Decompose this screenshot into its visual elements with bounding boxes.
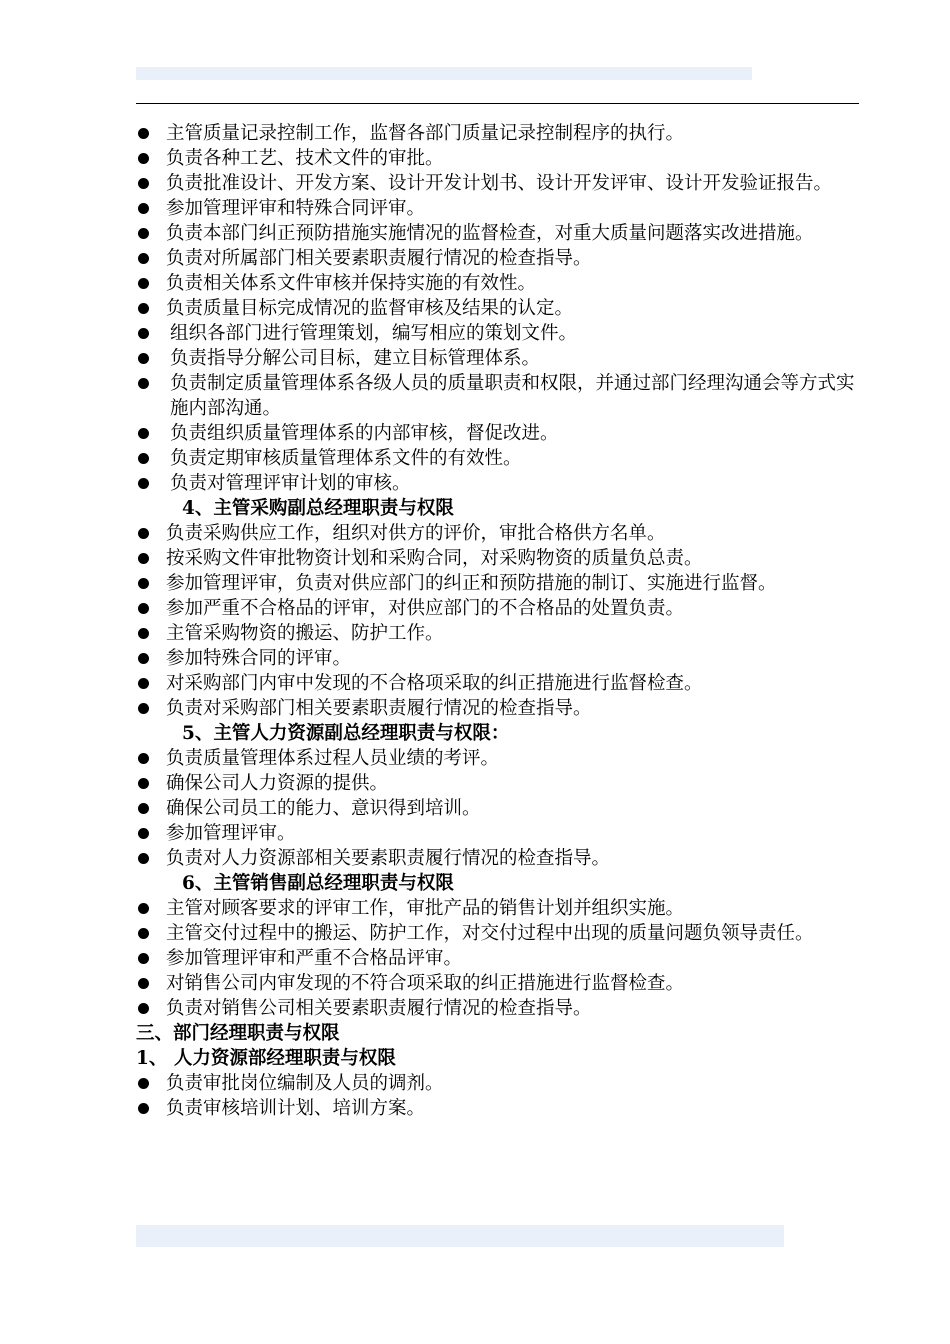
list-item-text: 负责批准设计、开发方案、设计开发计划书、设计开发评审、设计开发验证报告。 [166,173,833,194]
list-item [136,221,860,246]
list-item-text: 确保公司员工的能力、意识得到培训。 [166,798,481,819]
list-item [136,121,860,146]
list-item-text: 按采购文件审批物资计划和采购合同，对采购物资的质量负总责。 [166,548,703,569]
list-item [136,671,860,696]
list-item-text: 对销售公司内审发现的不符合项采取的纠正措施进行监督检查。 [166,973,685,994]
list-item [136,296,860,321]
list-item [136,521,860,546]
list-item-text: 参加管理评审，负责对供应部门的纠正和预防措施的制订、实施进行监督。 [166,573,777,594]
list-item-text: 负责对采购部门相关要素职责履行情况的检查指导。 [166,698,592,719]
list-item-text: 主管采购物资的搬运、防护工作。 [166,623,444,644]
chapter-heading: 三、部门经理职责与权限 [136,1023,340,1044]
list-item [136,471,860,496]
list-item [136,596,860,621]
list-item-text: 组织各部门进行管理策划，编写相应的策划文件。 [170,323,578,344]
section-heading: 4、主管采购副总经理职责与权限 [182,498,454,519]
list-item [136,946,860,971]
list-item-text: 负责组织质量管理体系的内部审核，督促改进。 [170,423,559,444]
list-item [136,371,860,421]
list-item-text: 主管质量记录控制工作，监督各部门质量记录控制程序的执行。 [166,123,685,144]
list-item-text: 负责对管理评审计划的审核。 [170,473,411,494]
list-item [136,1071,860,1096]
header-band [136,67,752,80]
list-item-text: 主管交付过程中的搬运、防护工作，对交付过程中出现的质量问题负领导责任。 [166,923,814,944]
list-item-text: 负责对所属部门相关要素职责履行情况的检查指导。 [166,248,592,269]
list-item [136,846,860,871]
list-item [136,971,860,996]
list-item [136,321,860,346]
list-item-text: 负责质量管理体系过程人员业绩的考评。 [166,748,500,769]
list-item-text: 参加严重不合格品的评审，对供应部门的不合格品的处置负责。 [166,598,685,619]
list-item [136,646,860,671]
footer-band [136,1225,784,1247]
list-item-text: 参加管理评审。 [166,823,296,844]
list-item [136,746,860,771]
list-item-text: 负责定期审核质量管理体系文件的有效性。 [170,448,522,469]
list-item [136,421,860,446]
list-item-text: 负责审核培训计划、培训方案。 [166,1098,426,1119]
list-item-text: 负责本部门纠正预防措施实施情况的监督检查，对重大质量问题落实改进措施。 [166,223,814,244]
list-item [136,571,860,596]
list-item-text: 负责对人力资源部相关要素职责履行情况的检查指导。 [166,848,611,869]
list-item [136,271,860,296]
list-item [136,796,860,821]
list-item-text: 负责相关体系文件审核并保持实施的有效性。 [166,273,537,294]
list-item-text: 负责各种工艺、技术文件的审批。 [166,148,444,169]
header-rule [136,103,859,104]
list-item [136,771,860,796]
list-item [136,696,860,721]
list-item-text: 参加特殊合同的评审。 [166,648,352,669]
list-item [136,246,860,271]
list-item-text: 对采购部门内审中发现的不合格项采取的纠正措施进行监督检查。 [166,673,703,694]
list-item [136,146,860,171]
list-item [136,621,860,646]
list-item-text: 负责制定质量管理体系各级人员的质量职责和权限，并通过部门经理沟通会等方式实施内部沟通。 [170,373,855,419]
list-item [136,446,860,471]
document-body [136,121,860,1121]
list-item [136,896,860,921]
list-item [136,821,860,846]
list-item-text: 负责质量目标完成情况的监督审核及结果的认定。 [166,298,574,319]
list-item-text: 参加管理评审和特殊合同评审。 [166,198,426,219]
section-heading: 6、主管销售副总经理职责与权限 [182,873,454,894]
list-item [136,921,860,946]
list-item [136,1096,860,1121]
list-item-text: 参加管理评审和严重不合格品评审。 [166,948,463,969]
list-item [136,171,860,196]
list-item-text: 确保公司人力资源的提供。 [166,773,389,794]
chapter-heading: 1、 人力资源部经理职责与权限 [136,1048,396,1069]
list-item [136,996,860,1021]
list-item-text: 负责对销售公司相关要素职责履行情况的检查指导。 [166,998,592,1019]
list-item [136,196,860,221]
section-heading: 5、主管人力资源副总经理职责与权限： [182,723,510,744]
list-item-text: 主管对顾客要求的评审工作，审批产品的销售计划并组织实施。 [166,898,685,919]
list-item [136,546,860,571]
list-item-text: 负责采购供应工作，组织对供方的评价，审批合格供方名单。 [166,523,666,544]
list-item-text: 负责指导分解公司目标，建立目标管理体系。 [170,348,541,369]
list-item [136,346,860,371]
list-item-text: 负责审批岗位编制及人员的调剂。 [166,1073,444,1094]
